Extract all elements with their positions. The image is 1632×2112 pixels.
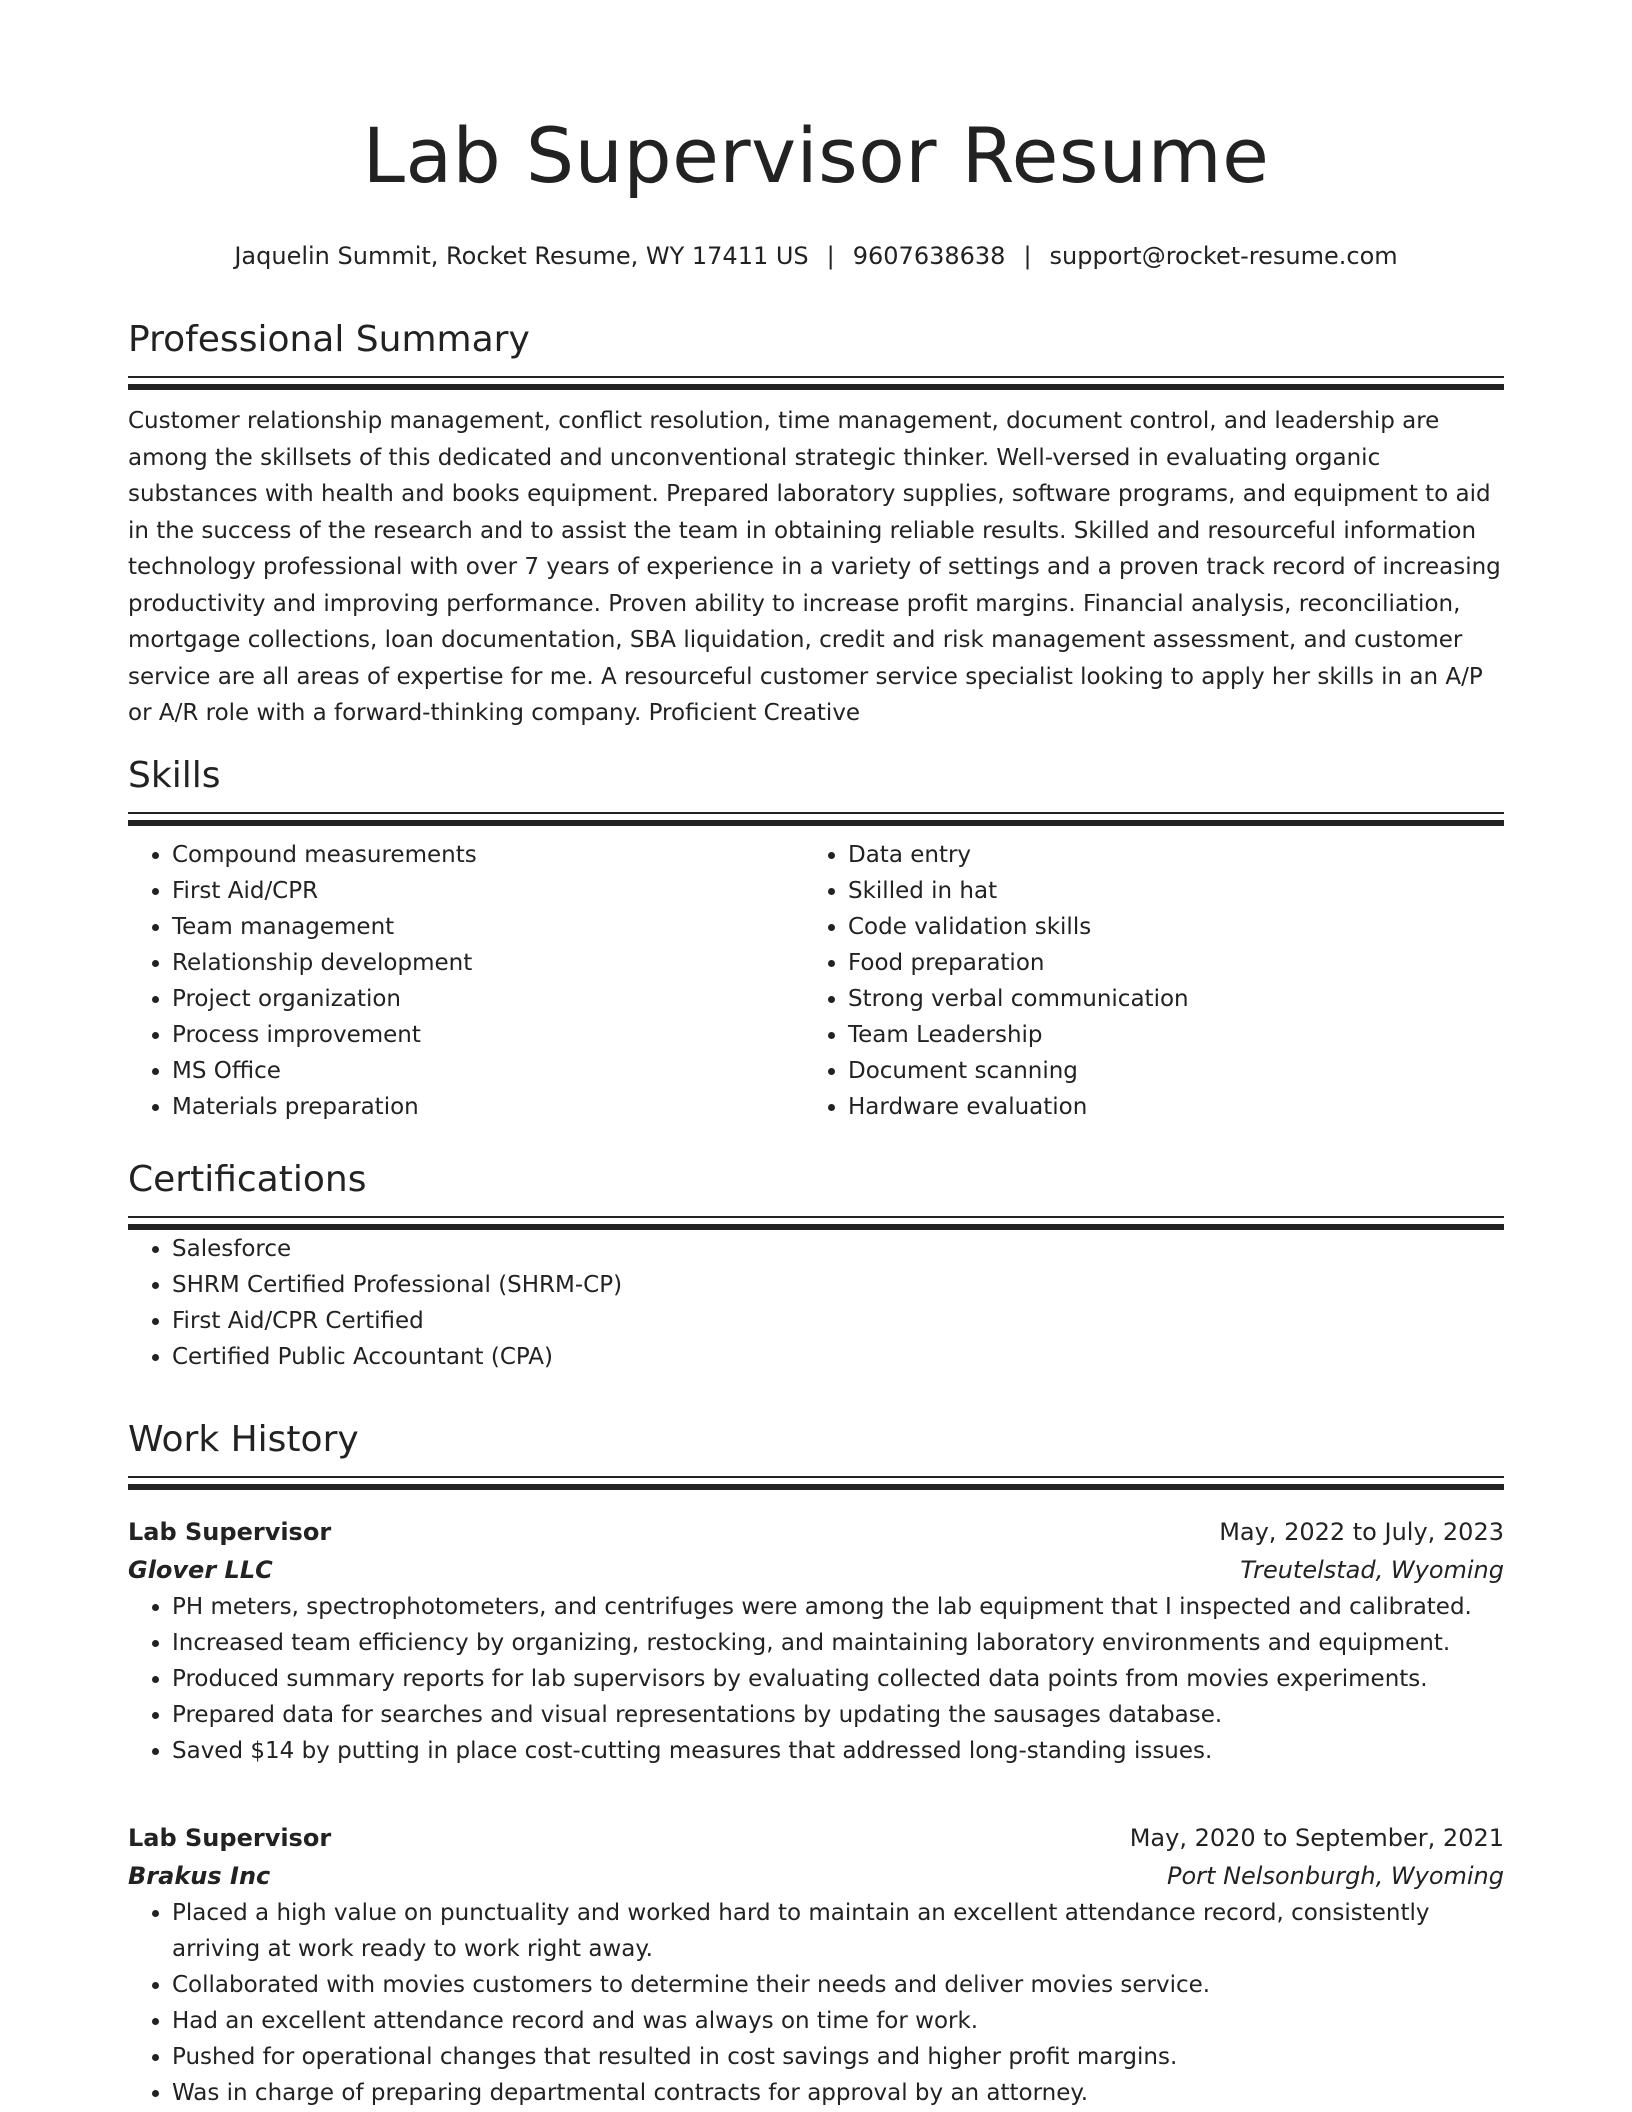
job-header-row: [128, 1513, 1504, 1551]
summary-heading: Professional Summary: [128, 319, 530, 360]
job-title: Lab Supervisor: [128, 1824, 332, 1852]
skill-item: • Team Leadership: [848, 1017, 1548, 1053]
skill-item: • Code validation skills: [848, 909, 1548, 945]
skill-item: • Hardware evaluation: [848, 1089, 1548, 1125]
skills-list-right: [804, 837, 1548, 1125]
job-duty: • Saved $14 by putting in place cost-cutting measures that addressed long-standing issues.: [172, 1733, 1504, 1769]
certification-item: • Salesforce: [172, 1231, 1504, 1267]
section-divider: [128, 1216, 1504, 1231]
job-duty: • Was in charge of preparing departmental contracts for approval by an attorney.: [172, 2075, 1504, 2111]
certification-item: • SHRM Certified Professional (SHRM-CP): [172, 1267, 1504, 1303]
contact-line: [128, 240, 1504, 272]
resume-title: Lab Supervisor Resume: [362, 111, 1270, 200]
summary-text: Customer relationship management, conflict resolution, time management, document control, and leadership are among the skillsets of this dedicated and unconventional strategic thinker. Well-versed in evaluating organic substances with health and books equipment. Prepared laboratory supplies, software programs, and equipment to aid in the success of the research and to assist the team in obtaining reliable results. Skilled and resourceful information technology professional with over 7 years of experience in a variety of settings and a proven track record of increasing productivity and improving performance. Proven ability to increase profit margins. Financial analysis, reconciliation, mortgage collections, loan documentation, SBA liquidation, credit and risk management assessment, and customer service are all areas of expertise for me. A resourceful customer service specialist looking to apply her skills in an A/P or A/R role with a forward-thinking company. Proficient Creative: [128, 408, 1501, 726]
skill-item: • Relationship development: [172, 945, 804, 981]
work-history-section: [128, 1418, 1504, 1491]
job-company: Brakus Inc: [128, 1862, 271, 1890]
section-divider: [128, 376, 1504, 391]
skill-item: • Strong verbal communication: [848, 981, 1548, 1017]
certifications-heading: Certifications: [128, 1159, 367, 1200]
skills-list-left: [128, 837, 804, 1125]
job-header-row: [128, 1819, 1504, 1857]
job-duty: • Had an excellent attendance record and was always on time for work.: [172, 2003, 1504, 2039]
skill-item: • Materials preparation: [172, 1089, 804, 1125]
work-history-heading: Work History: [128, 1419, 359, 1460]
job-company: Glover LLC: [128, 1556, 273, 1584]
certification-item: • Certified Public Accountant (CPA): [172, 1339, 1504, 1375]
job-duties-list: [128, 1589, 1504, 1769]
contact-separator: |: [1023, 242, 1032, 270]
skill-item: • Skilled in hat: [848, 873, 1548, 909]
section-divider: [128, 812, 1504, 827]
skill-item: • Compound measurements: [172, 837, 804, 873]
skills-section: [128, 754, 1504, 1125]
skills-heading: Skills: [128, 755, 221, 796]
job-dates: May, 2020 to September, 2021: [1129, 1824, 1504, 1852]
job-duty: • Prepared data for searches and visual representations by updating the sausages database.: [172, 1697, 1504, 1733]
job-duty: • Placed a high value on punctuality and worked hard to maintain an excellent attendance record, consistently arriving at work ready to work right away.: [172, 1895, 1504, 1967]
section-divider: [128, 1476, 1504, 1491]
contact-address: Jaquelin Summit, Rocket Resume, WY 17411 US: [234, 242, 809, 270]
contact-phone: 9607638638: [852, 242, 1006, 270]
skill-item: • Project organization: [172, 981, 804, 1017]
certifications-section: [128, 1158, 1504, 1375]
job-duty: • PH meters, spectrophotometers, and centrifuges were among the lab equipment that I inspected and calibrated.: [172, 1589, 1504, 1625]
job-entry: [128, 1513, 1504, 1769]
job-entry: [128, 1819, 1504, 2111]
skill-item: • Document scanning: [848, 1053, 1548, 1089]
job-duty: • Increased team efficiency by organizing, restocking, and maintaining laboratory environments and equipment.: [172, 1625, 1504, 1661]
summary-section: [128, 318, 1504, 732]
certification-item: • First Aid/CPR Certified: [172, 1303, 1504, 1339]
contact-email: support@rocket-resume.com: [1049, 242, 1398, 270]
job-location: Port Nelsonburgh, Wyoming: [1167, 1862, 1504, 1890]
skill-item: • Team management: [172, 909, 804, 945]
certifications-list: [128, 1231, 1504, 1375]
skill-item: • Process improvement: [172, 1017, 804, 1053]
contact-separator: |: [826, 242, 835, 270]
job-subheader-row: [128, 1857, 1504, 1895]
job-duty: • Pushed for operational changes that resulted in cost savings and higher profit margins.: [172, 2039, 1504, 2075]
job-dates: May, 2022 to July, 2023: [1219, 1518, 1504, 1546]
skills-grid: [128, 837, 1504, 1125]
job-subheader-row: [128, 1551, 1504, 1589]
skill-item: • MS Office: [172, 1053, 804, 1089]
skill-item: • Data entry: [848, 837, 1548, 873]
skill-item: • Food preparation: [848, 945, 1548, 981]
job-location: Treutelstad, Wyoming: [1240, 1556, 1504, 1584]
job-duty: • Produced summary reports for lab supervisors by evaluating collected data points from movies experiments.: [172, 1661, 1504, 1697]
job-title: Lab Supervisor: [128, 1518, 332, 1546]
job-duty: • Collaborated with movies customers to determine their needs and deliver movies service.: [172, 1967, 1504, 2003]
skill-item: • First Aid/CPR: [172, 873, 804, 909]
job-duties-list: [128, 1895, 1504, 2111]
